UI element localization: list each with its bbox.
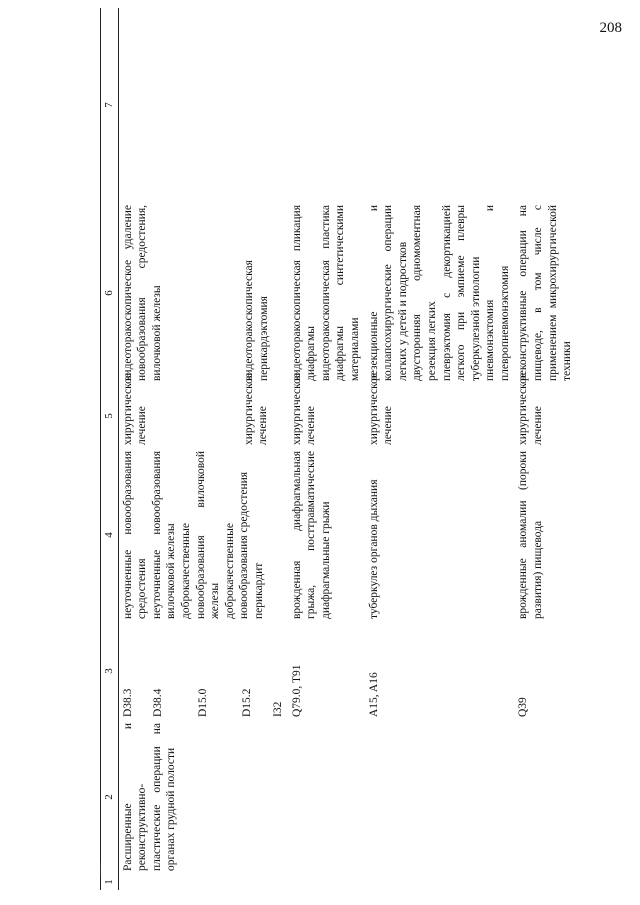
header-col-1: 1 (101, 874, 119, 890)
cell-empty (118, 8, 287, 202)
procedure-list (365, 202, 515, 384)
cell-empty (288, 874, 365, 890)
diagnosis-codes: A15, A16 (367, 672, 380, 717)
procedure: реконструктивные операции на пищеводе, в том числе с применением микрохирургической техники (517, 205, 574, 381)
column-divider (100, 862, 101, 876)
rotated-page-table (100, 50, 620, 890)
treatment: хирургическое лечение (242, 372, 270, 445)
table-row (514, 8, 576, 890)
header-col-2: 2 (101, 720, 119, 874)
procedure-list (118, 202, 287, 384)
diagnosis-codes: Q39 (517, 697, 530, 717)
cell-empty (365, 874, 515, 890)
procedure: резекционные и коллапсохирургические операции легких у детей и подростков (367, 205, 409, 381)
procedure: видеоторакоскопическое удаление новообразования средостения, вилочковой железы (121, 205, 163, 381)
table-row (118, 8, 287, 890)
page-number: 208 (599, 20, 622, 36)
procedure-list (288, 202, 365, 384)
treatment-type: хирургическое лечение (367, 372, 395, 445)
diagnosis: доброкачественные новообразования вилочковой железы (179, 451, 222, 619)
diagnosis: врожденная диафрагмальная грыжа, посттравматические диафрагмальные грыжи (290, 451, 332, 619)
treatment-type: хирургическое лечение (290, 372, 318, 445)
procedure: двусторонняя одномоментная резекция легких (411, 205, 438, 381)
code: D15.0 (196, 688, 209, 717)
procedure: видеоторакоскопическая перикардэктомия (243, 260, 270, 381)
diagnosis-list (118, 448, 287, 622)
diagnosis: туберкулез органов дыхания (367, 479, 380, 619)
cell-empty (365, 8, 515, 202)
treatment: хирургическое лечение (121, 372, 149, 445)
code: I32 (271, 701, 284, 717)
cell-empty (514, 720, 576, 874)
cell-empty (514, 8, 576, 202)
treatment-type: хирургическое лечение (517, 372, 545, 445)
table-header-row (101, 8, 119, 890)
procedure: плеврэктомия с декортикацией легкого при эмпиеме плевры туберкулезной этиологии (440, 205, 482, 381)
header-col-5: 5 (101, 384, 119, 448)
cell-empty (288, 720, 365, 874)
procedures-table (100, 8, 577, 890)
cell-empty (365, 720, 515, 874)
treatment-type (118, 372, 287, 448)
code: D38.3 (121, 688, 134, 717)
header-col-7: 7 (101, 8, 119, 202)
diagnosis-codes: Q79.0, T91 (290, 664, 303, 717)
header-col-3: 3 (101, 622, 119, 720)
diagnosis: неуточненные новообразования средостения (121, 451, 149, 619)
procedure: видеоторакоскопическая пликация диафрагмы (290, 205, 318, 381)
procedure: видеоторакоскопическая пластика диафрагмы синтетическими материалами (319, 205, 361, 381)
diagnosis: врожденные аномалии (пороки развития) пищевода (517, 451, 545, 619)
procedure: пневмонэктомия и плевропневмонэктомия (484, 205, 511, 381)
diagnosis-codes (118, 622, 287, 720)
header-col-4: 4 (101, 448, 119, 622)
table-row (365, 8, 515, 890)
cell-empty (288, 8, 365, 202)
cell-empty (514, 874, 576, 890)
table-row (288, 8, 365, 890)
code: D15.2 (241, 688, 254, 717)
code: D38.4 (152, 688, 165, 717)
header-col-6: 6 (101, 202, 119, 384)
diagnosis: неуточненные новообразования вилочковой железы (150, 451, 178, 619)
diagnosis: доброкачественные новообразования средостения (223, 471, 251, 619)
cell-empty (118, 874, 287, 890)
diagnosis: перикардит (252, 562, 265, 619)
section-title: Расширенные и реконструктивно-пластические операции на органах грудной полости (121, 723, 178, 871)
